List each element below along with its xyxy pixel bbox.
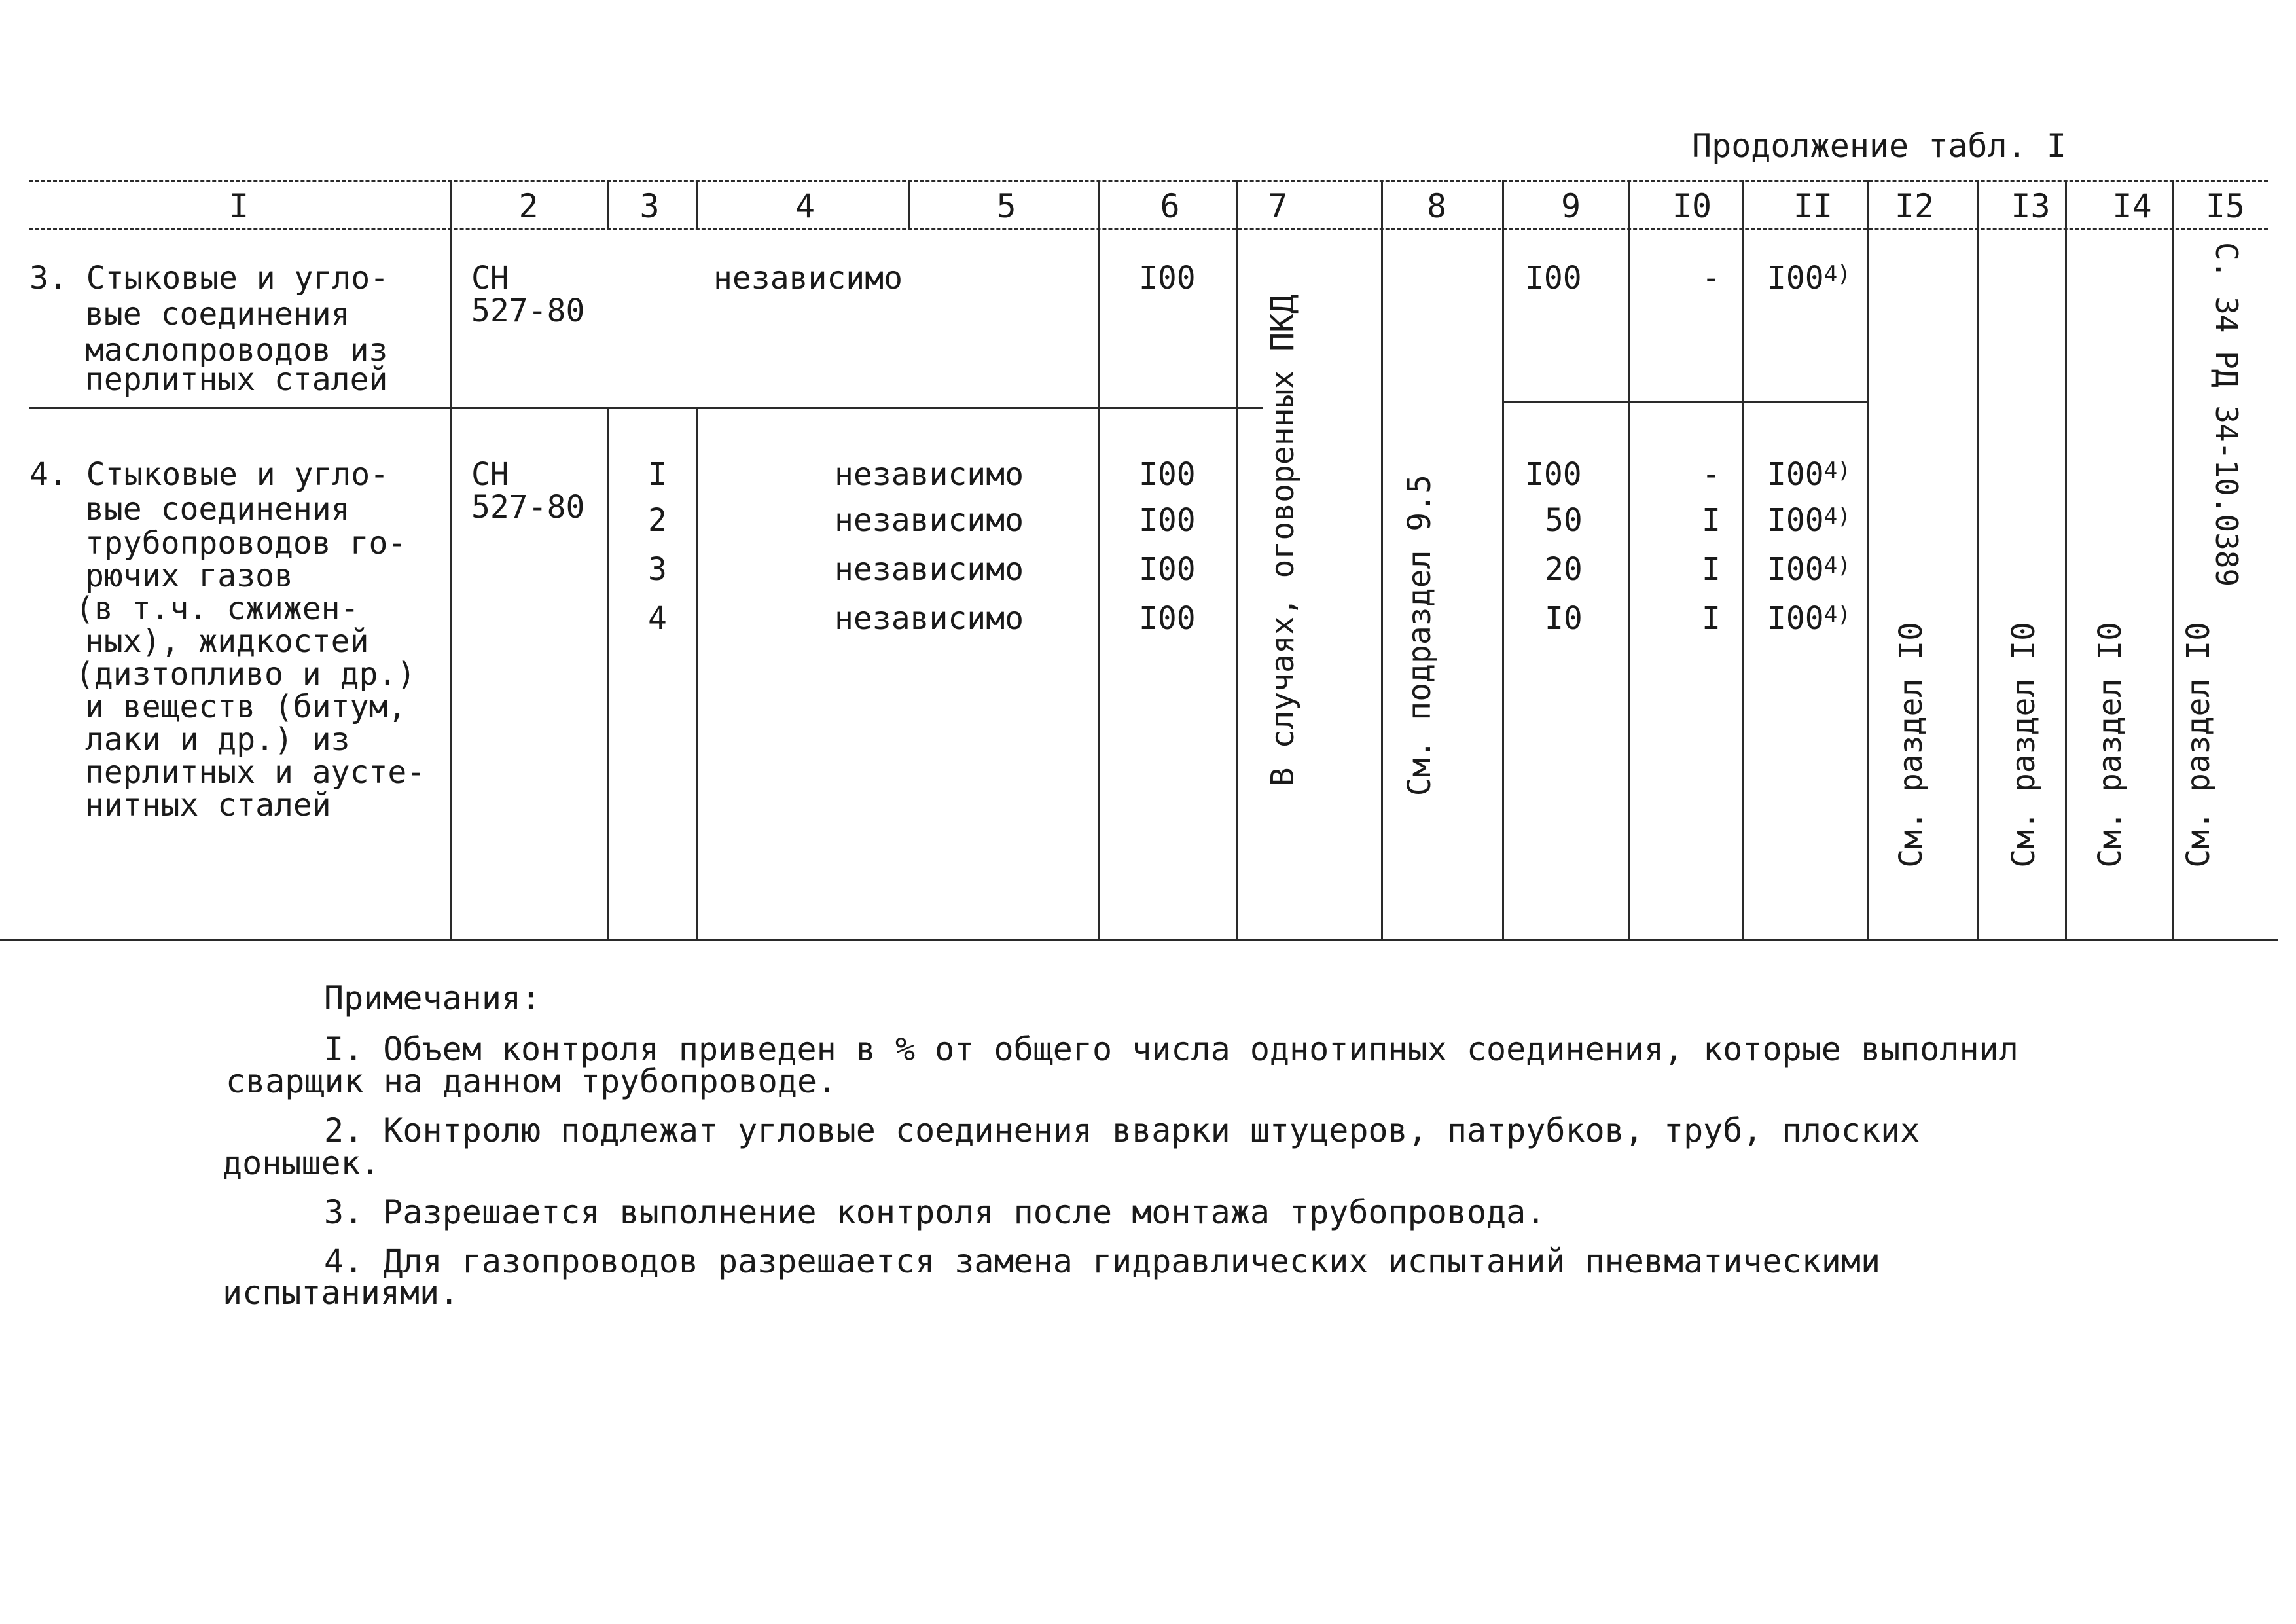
- row4-desc-line: (в т.ч. сжижен-: [75, 590, 359, 627]
- col-divider: [1977, 180, 1979, 939]
- row4-title: 4. Стыковые и угло-: [29, 456, 389, 493]
- row4-sub-col11: I00$^{4)}$: [1767, 600, 1851, 637]
- note-2-line-1: 2. Контролю подлежат угловые соединения вварки штуцеров, патрубков, труб, плоских: [324, 1111, 1920, 1149]
- row3-col10: -: [1702, 260, 1721, 297]
- row4-desc-line: (дизтопливо и др.): [75, 656, 416, 693]
- col-divider: [2172, 180, 2174, 939]
- col-divider: [1628, 180, 1630, 939]
- header-col-1: I: [228, 187, 249, 225]
- col-divider: [450, 180, 452, 939]
- row4-sub-number: 3: [648, 551, 667, 588]
- row4-sub-col10: -: [1702, 456, 1721, 493]
- col-divider: [1502, 180, 1504, 939]
- col-divider: [1098, 180, 1100, 939]
- header-col-9: 9: [1560, 187, 1581, 225]
- row4-sub-col11: I00$^{4)}$: [1767, 551, 1851, 588]
- header-col-3: 3: [639, 187, 660, 225]
- row4-sub-col6: I00: [1139, 502, 1196, 539]
- row4-sub-col10: I: [1702, 600, 1721, 637]
- table-bottom-rule: [0, 939, 2278, 941]
- row4-sub-col11: I00$^{4)}$: [1767, 456, 1851, 493]
- header-top-rule: [29, 180, 2268, 182]
- col-divider: [607, 180, 609, 229]
- note-1-line-2: сварщик на данном трубопроводе.: [226, 1062, 837, 1100]
- row4-sub-number: 4: [648, 600, 667, 637]
- row-separator: [29, 407, 1263, 409]
- note-1-line-1: I. Объем контроля приведен в % от общего числа однотипных соединения, которые выполнил: [324, 1030, 2018, 1068]
- col-divider: [1867, 180, 1869, 939]
- col-divider: [696, 180, 698, 229]
- col-divider: [908, 180, 910, 229]
- row4-sub-number: 2: [648, 502, 667, 539]
- row4-desc-line: рючих газов: [85, 558, 293, 594]
- header-col-11: II: [1793, 187, 1833, 225]
- row3-col11: I00$^{4)}$: [1767, 260, 1851, 297]
- col-divider: [607, 407, 609, 939]
- header-col-5: 5: [996, 187, 1016, 225]
- row4-sub-col6: I00: [1139, 600, 1196, 637]
- row4-desc-line: ных), жидкостей: [85, 623, 369, 660]
- col-divider: [1742, 180, 1744, 939]
- col-divider: [1381, 180, 1383, 939]
- header-bottom-rule: [29, 228, 2268, 230]
- row4-sub-dependency: независимо: [834, 456, 1024, 493]
- header-col-6: 6: [1160, 187, 1180, 225]
- row4-desc-line: лаки и др.) из: [85, 721, 350, 758]
- header-col-8: 8: [1426, 187, 1447, 225]
- header-col-15: I5: [2205, 187, 2246, 225]
- row3-desc-line: маслопроводов из: [85, 332, 388, 369]
- row4-sub-dependency: независимо: [834, 600, 1024, 637]
- row4-sub-dependency: независимо: [834, 502, 1024, 539]
- col12-merged-text: См. раздел I0: [1893, 622, 1929, 868]
- row4-norm: СН: [471, 456, 509, 493]
- row4-sub-number: I: [648, 456, 667, 493]
- row4-sub-col6: I00: [1139, 456, 1196, 493]
- header-col-14: I4: [2112, 187, 2152, 225]
- row3-title: 3. Стыковые и угло-: [29, 260, 389, 297]
- col-divider: [2065, 180, 2067, 939]
- row4-sub-col9: 20: [1545, 551, 1583, 588]
- notes-title: Примечания:: [324, 979, 541, 1017]
- header-col-13: I3: [2011, 187, 2051, 225]
- side-document-mark: С. 34 РД 34-10.0389: [2209, 242, 2244, 587]
- note-3: 3. Разрешается выполнение контроля после монтажа трубопровода.: [324, 1193, 1546, 1231]
- col8-merged-text: См. подраздел 9.5: [1401, 475, 1438, 797]
- row4-norm: 527-80: [471, 489, 585, 526]
- row3-desc-line: перлитных сталей: [85, 361, 388, 398]
- row-separator: [1502, 401, 1869, 403]
- row4-sub-col9: 50: [1545, 502, 1583, 539]
- row4-desc-line: трубопроводов го-: [85, 525, 407, 562]
- col-divider: [1236, 180, 1238, 939]
- row4-sub-col9: I00: [1525, 456, 1582, 493]
- col15-merged-text: См. раздел I0: [2180, 622, 2217, 868]
- row4-sub-dependency: независимо: [834, 551, 1024, 588]
- table-continuation-caption: Продолжение табл. I: [1692, 127, 2066, 165]
- row3-norm: 527-80: [471, 293, 585, 329]
- row3-norm: СН: [471, 260, 509, 297]
- row4-sub-col10: I: [1702, 502, 1721, 539]
- row4-sub-col10: I: [1702, 551, 1721, 588]
- row3-col9: I00: [1525, 260, 1582, 297]
- note-4-line-2: испытаниями.: [223, 1274, 459, 1312]
- col13-merged-text: См. раздел I0: [2005, 622, 2042, 868]
- row4-sub-col9: I0: [1545, 600, 1583, 637]
- header-col-4: 4: [795, 187, 816, 225]
- row4-sub-col6: I00: [1139, 551, 1196, 588]
- header-col-10: I0: [1672, 187, 1712, 225]
- row3-col6: I00: [1139, 260, 1196, 297]
- row3-dependency: независимо: [713, 260, 903, 297]
- header-col-7: 7: [1268, 187, 1288, 225]
- header-col-12: I2: [1894, 187, 1935, 225]
- row4-desc-line: и веществ (битум,: [85, 689, 407, 725]
- col7-merged-text: В случаях, оговоренных ПКД: [1265, 295, 1301, 787]
- col14-merged-text: См. раздел I0: [2092, 622, 2128, 868]
- row4-desc-line: нитных сталей: [85, 787, 331, 823]
- col-divider: [696, 407, 698, 939]
- row4-desc-line: вые соединения: [85, 491, 350, 528]
- row4-desc-line: перлитных и аусте-: [85, 754, 426, 791]
- header-col-2: 2: [518, 187, 539, 225]
- row4-sub-col11: I00$^{4)}$: [1767, 502, 1851, 539]
- note-4-line-1: 4. Для газопроводов разрешается замена гидравлических испытаний пневматическими: [324, 1242, 1881, 1280]
- note-2-line-2: донышек.: [223, 1144, 380, 1182]
- row3-desc-line: вые соединения: [85, 296, 350, 333]
